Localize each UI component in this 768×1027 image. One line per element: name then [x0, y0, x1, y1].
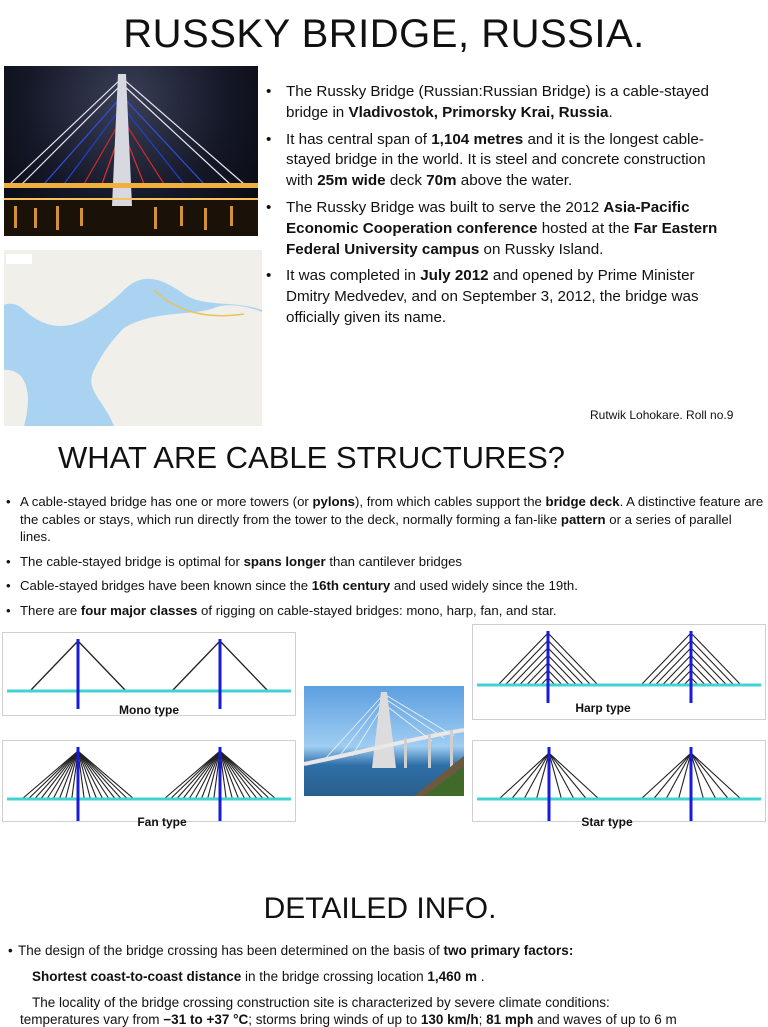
cable [499, 753, 549, 799]
cable [30, 641, 78, 691]
cable [519, 655, 548, 685]
intro-bullet-3: • The Russky Bridge was built to serve the 2012 Asia-Pacific Economic Cooperation conference hosted at the Far Eastern Federal University campus on Russky Island. [266, 198, 736, 260]
mono-type-diagram [2, 632, 296, 716]
cable [548, 655, 577, 685]
fan-type-svg [3, 741, 295, 821]
cable [22, 751, 78, 799]
star-type-svg [473, 741, 765, 821]
fan-type-caption: Fan type [137, 815, 187, 829]
author-credit: Rutwik Lohokare. Roll no.9 [590, 408, 734, 422]
cable [512, 753, 550, 799]
cable [662, 655, 691, 685]
cable [172, 641, 220, 691]
mono-type-caption: Mono type [119, 703, 179, 717]
cable [524, 753, 549, 799]
cable [691, 670, 705, 685]
cable [220, 641, 268, 691]
cable [549, 753, 599, 799]
detail-line-1: • The design of the bridge crossing has been determined on the basis of two primary factors: [18, 943, 758, 958]
section-title-cable-structures: WHAT ARE CABLE STRUCTURES? [58, 440, 566, 475]
intro-bullet-list [266, 82, 736, 335]
cable [691, 753, 716, 799]
cable [220, 751, 276, 799]
cable [549, 753, 587, 799]
cable [548, 648, 584, 685]
cable [512, 648, 548, 685]
harp-type-caption: Harp type [575, 701, 631, 715]
cable-bullet-1: • A cable-stayed bridge has one or more towers (or pylons), from which cables support the bridge deck. A distinctive feature are the cables or stays, which run directly from the tower to the deck, normally forming a fan-like pattern or a series of parallel lines. [6, 493, 764, 546]
cable [641, 753, 691, 799]
detail-line-2: Shortest coast-to-coast distance in the bridge crossing location 1,460 m . [32, 969, 485, 984]
intro-bullet-2: • It has central span of 1,104 metres and it is the longest cable-stayed bridge in the world. It is steel and concrete construction with 25m wide deck 70m above the water. [266, 130, 736, 192]
detail-line-3: The locality of the bridge crossing construction site is characterized by severe climate conditions: [32, 995, 610, 1010]
cable [654, 753, 692, 799]
cable-bullet-list [6, 493, 764, 627]
cable [164, 751, 220, 799]
cable [691, 655, 720, 685]
cable [170, 751, 220, 799]
page-title: RUSSKY BRIDGE, RUSSIA. [123, 12, 645, 56]
cable [691, 753, 741, 799]
bridge-night-photo [4, 66, 258, 236]
intro-bullet-4: • It was completed in July 2012 and opened by Prime Minister Dmitry Medvedev, and on September 3, 2012, the bridge was officially given its name. [266, 266, 736, 328]
star-type-caption: Star type [581, 815, 633, 829]
section-title-detailed-info: DETAILED INFO. [263, 892, 497, 925]
cable [548, 670, 562, 685]
cable-bullet-4: • There are four major classes of rigging on cable-stayed bridges: mono, harp, fan, and star. [6, 602, 764, 620]
cable [549, 753, 574, 799]
cable [78, 751, 134, 799]
cable [677, 670, 691, 685]
cable-bullet-2: • The cable-stayed bridge is optimal for spans longer than cantilever bridges [6, 553, 764, 571]
location-map [4, 250, 262, 426]
cable [28, 751, 78, 799]
cable [78, 641, 126, 691]
intro-bullet-1: • The Russky Bridge (Russian:Russian Bridge) is a cable-stayed bridge in Vladivostok, Primorsky Krai, Russia. [266, 82, 736, 124]
cable [691, 753, 729, 799]
cable [666, 753, 691, 799]
fan-type-diagram [2, 740, 296, 829]
cable [220, 751, 270, 799]
cable [534, 670, 548, 685]
cable [78, 751, 128, 799]
cable [655, 648, 691, 685]
detail-line-4: temperatures vary from −31 to +37 °C; storms bring winds of up to 130 km/h; 81 mph and waves of up to 6 m [20, 1012, 677, 1027]
cable [691, 648, 727, 685]
harp-type-diagram [472, 624, 766, 720]
bridge-day-photo [304, 686, 464, 796]
cable-bullet-3: • Cable-stayed bridges have been known since the 16th century and used widely since the 19th. [6, 577, 764, 595]
star-type-diagram [472, 740, 766, 829]
